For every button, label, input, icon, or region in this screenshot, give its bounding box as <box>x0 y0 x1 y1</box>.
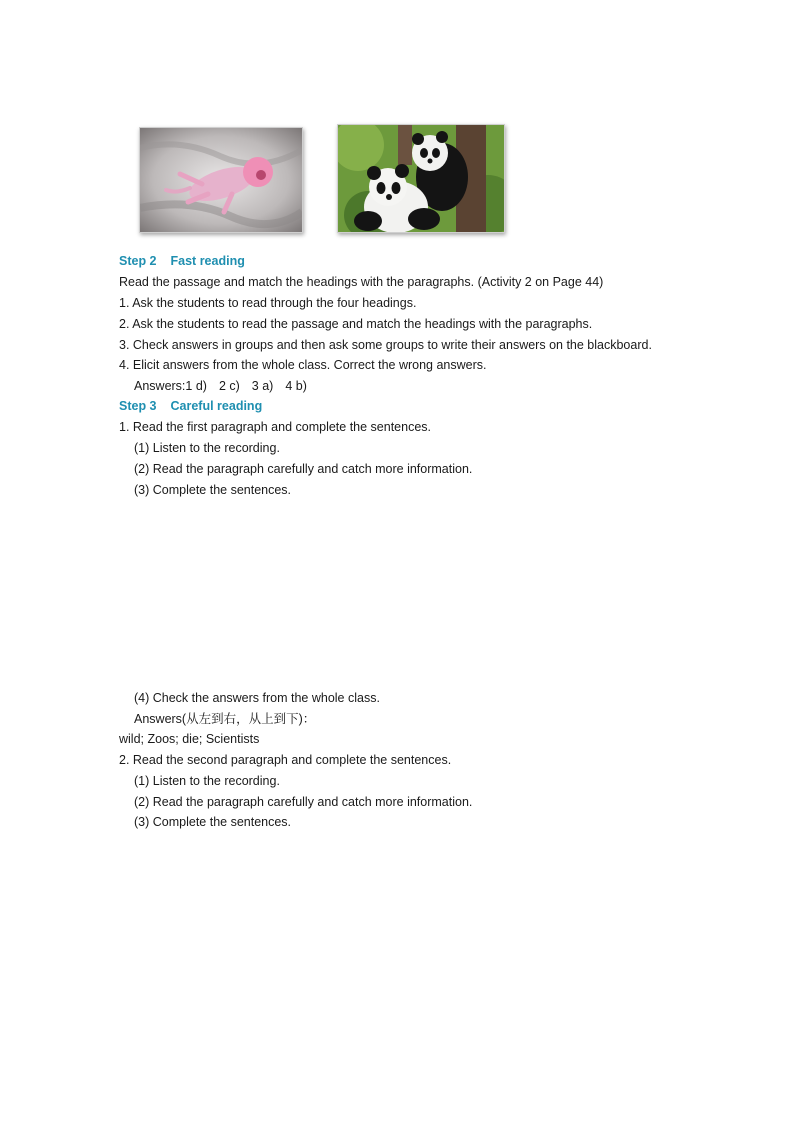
step2-answer-1: 1 d) <box>185 379 207 393</box>
step3-part2-sub-3: (3) Complete the sentences. <box>134 815 292 829</box>
step3-part1-sub-2: (2) Read the paragraph carefully and catch more information. <box>134 462 473 476</box>
step2-answer-4: 4 b) <box>285 379 307 393</box>
step2-answers-label: Answers: <box>134 379 186 393</box>
adult-pandas-image <box>338 125 504 232</box>
step2-item-2: 2. Ask the students to read the passage and match the headings with the paragraphs. <box>119 317 593 331</box>
step3-part1-sub-3: (3) Complete the sentences. <box>134 483 292 497</box>
step3-part1-check: (4) Check the answers from the whole class. <box>134 691 380 705</box>
step2-item-4: 4. Elicit answers from the whole class. Correct the wrong answers. <box>119 358 487 372</box>
newborn-panda-photo <box>139 127 303 233</box>
step3-part1-sub-1: (1) Listen to the recording. <box>134 441 280 455</box>
step2-answer-2: 2 c) <box>218 379 240 393</box>
step3-heading-title: Careful reading <box>170 399 263 413</box>
step3-heading-step: Step 3 <box>119 399 157 413</box>
step3-part1-title: 1. Read the first paragraph and complete the sentences. <box>119 420 431 434</box>
step3-part1-answers-text: wild; Zoos; die; Scientists <box>119 732 260 746</box>
step2-item-3: 3. Check answers in groups and then ask some groups to write their answers on the blackboard. <box>119 338 652 352</box>
step2-heading-title: Fast reading <box>170 254 245 268</box>
newborn-panda-image <box>140 128 302 232</box>
step3-part2-sub-2: (2) Read the paragraph carefully and catch more information. <box>134 795 473 809</box>
step2-heading <box>119 253 245 269</box>
step2-answers <box>134 378 307 394</box>
step3-part2-title: 2. Read the second paragraph and complete the sentences. <box>119 753 452 767</box>
step3-heading <box>119 398 262 414</box>
step3-part2-sub-1: (1) Listen to the recording. <box>134 774 280 788</box>
adult-pandas-photo <box>337 124 505 233</box>
step2-intro: Read the passage and match the headings with the paragraphs. (Activity 2 on Page 44) <box>119 275 604 289</box>
step2-heading-step: Step 2 <box>119 254 157 268</box>
step3-part1-answers-label: Answers(从左到右，从上到下)： <box>134 712 316 726</box>
step2-answer-3: 3 a) <box>251 379 274 393</box>
step2-item-1: 1. Ask the students to read through the four headings. <box>119 296 417 310</box>
